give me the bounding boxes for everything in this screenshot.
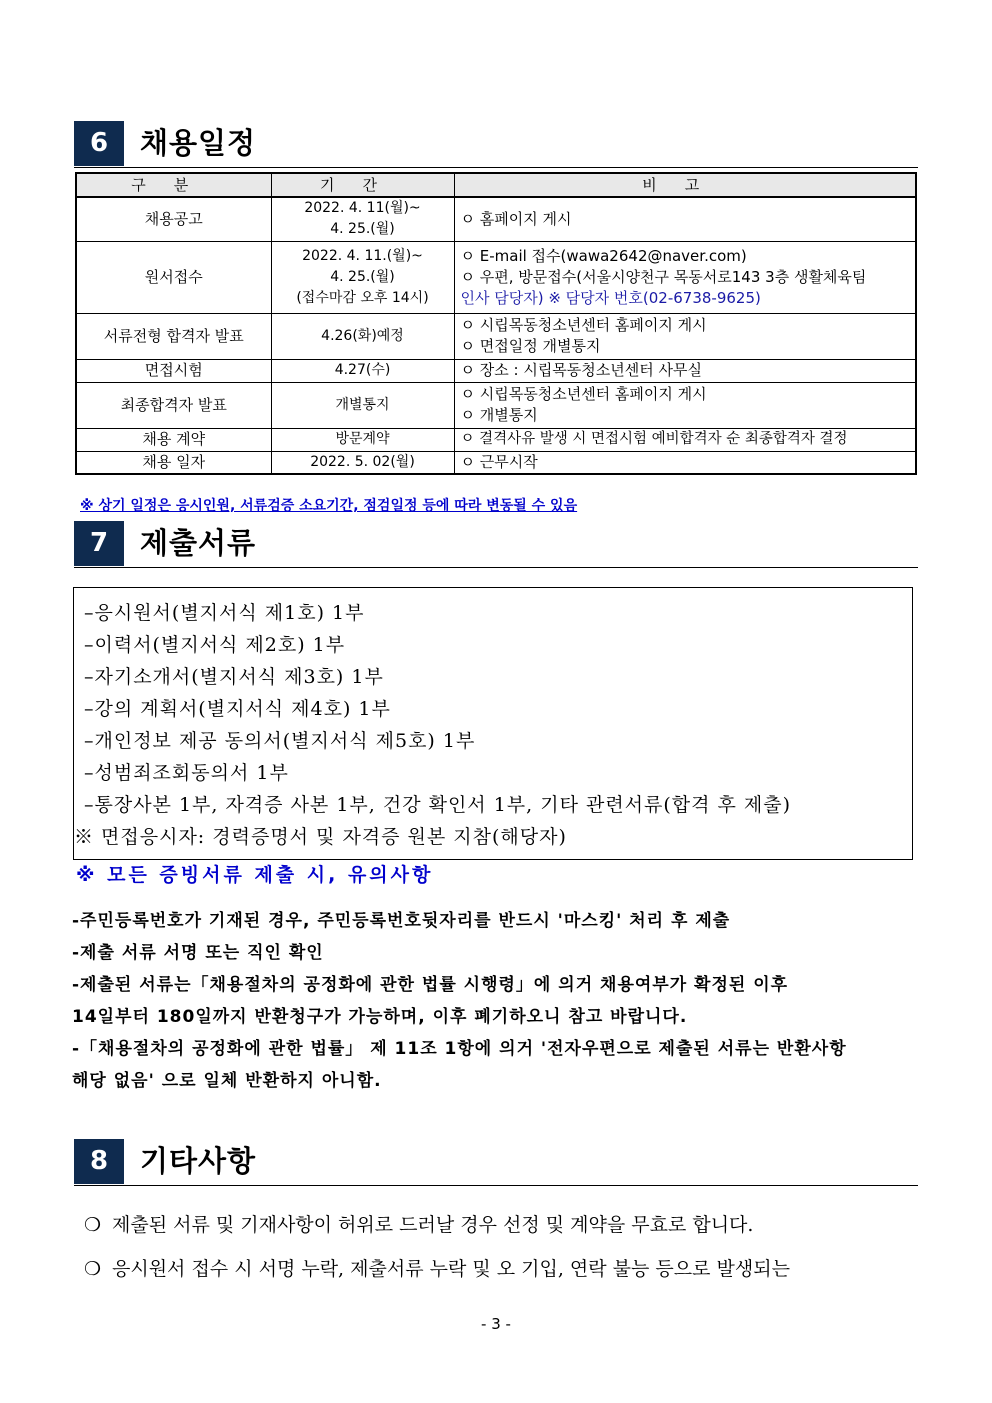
row-notes (454, 197, 916, 241)
section-6-header (74, 121, 918, 168)
row-category: 채용공고 (76, 197, 271, 241)
section-8-header (74, 1139, 918, 1186)
list-item: –통장사본 1부, 자격증 사본 1부, 건강 확인서 1부, 기타 관련서류(합격 후 제출) (84, 794, 792, 816)
schedule-table (75, 172, 917, 475)
row-notes (454, 382, 916, 428)
documents-box (73, 587, 913, 860)
row-period: 2022. 5. 02(월) (271, 451, 454, 474)
rules-list (72, 905, 922, 1097)
note-line: 인사 담당자) ※ 담당자 번호(02-6738-9625) (460, 288, 761, 307)
section-number: 8 (74, 1139, 124, 1184)
note-line: ㅇ 개별통지 (460, 406, 538, 424)
row-category: 면접시험 (76, 359, 271, 382)
list-item: –강의 계획서(별지서식 제4호) 1부 (84, 698, 391, 720)
row-period: 4.26(화)예정 (271, 313, 454, 359)
note-line: ㅇ 근무시작 (460, 452, 538, 471)
row-notes (454, 451, 916, 474)
row-category: 최종합격자 발표 (76, 382, 271, 428)
section-title: 기타사항 (140, 1144, 257, 1178)
header-notes: 비고 (454, 173, 916, 197)
row-category: 원서접수 (76, 241, 271, 313)
row-period: 4.27(수) (271, 359, 454, 382)
note-line: ㅇ 우편, 방문접수(서울시양천구 목동서로143 3층 생활체육팀 (460, 267, 867, 286)
table-row (76, 359, 916, 382)
row-period: 개별통지 (271, 382, 454, 428)
note-line: ㅇ 면접일정 개별통지 (460, 337, 601, 355)
section-title: 제출서류 (140, 526, 257, 560)
misc-text: 응시원서 접수 시 서명 누락, 제출서류 누락 및 오 기입, 연락 불능 등으로 발생되는 (112, 1258, 790, 1280)
row-notes (454, 428, 916, 451)
section-number: 7 (74, 521, 124, 566)
page-number: - 3 - (481, 1315, 511, 1333)
list-item: –이력서(별지서식 제2호) 1부 (84, 634, 346, 656)
list-item: –자기소개서(별지서식 제3호) 1부 (84, 666, 384, 688)
period-line: 2022. 4. 11(월)~ (304, 200, 421, 217)
row-category: 채용 일자 (76, 451, 271, 474)
rule-line: 14일부터 180일까지 반환청구가 가능하며, 이후 폐기하오니 참고 바랍니다. (72, 1007, 688, 1027)
schedule-note: ※ 상기 일정은 응시인원, 서류검증 소요기간, 점검일정 등에 따라 변동될 수 있음 (80, 498, 578, 514)
row-period: 방문계약 (271, 428, 454, 451)
table-row (76, 197, 916, 241)
list-item: –개인정보 제공 동의서(별지서식 제5호) 1부 (84, 730, 476, 752)
header-period: 기간 (271, 173, 454, 197)
table-row (76, 382, 916, 428)
list-item (84, 1203, 790, 1247)
list-item (84, 1247, 790, 1291)
misc-list (84, 1203, 790, 1291)
note-line: ㅇ 홈페이지 게시 (460, 209, 572, 228)
rule-line: -주민등록번호가 기재된 경우, 주민등록번호뒷자리를 반드시 '마스킹' 처리 후 제출 (72, 911, 731, 931)
table-row (76, 451, 916, 474)
table-row (76, 313, 916, 359)
section-title: 채용일정 (140, 126, 257, 160)
header-category: 구분 (76, 173, 271, 197)
section-number: 6 (74, 121, 124, 166)
rule-line: -제출 서류 서명 또는 직인 확인 (72, 943, 324, 963)
rule-line: -「채용절차의 공정화에 관한 법률」 제 11조 1항에 의거 '전자우편으로 제출된 서류는 반환사항 (72, 1039, 847, 1059)
row-category: 채용 계약 (76, 428, 271, 451)
table-header-row (76, 173, 916, 197)
list-item: –응시원서(별지서식 제1호) 1부 (84, 602, 365, 624)
row-category: 서류전형 합격자 발표 (76, 313, 271, 359)
section-7-header (74, 521, 918, 568)
row-period (271, 197, 454, 241)
rule-line: 해당 없음' 으로 일체 반환하지 아니함. (72, 1071, 382, 1091)
row-notes (454, 359, 916, 382)
period-line: (접수마감 오후 14시) (296, 289, 429, 306)
row-notes (454, 313, 916, 359)
table-row (76, 428, 916, 451)
note-line: ㅇ 시립목동청소년센터 홈페이지 게시 (460, 385, 707, 403)
period-line: 4. 25.(월) (330, 221, 395, 238)
bullet-icon: ❍ (84, 1258, 102, 1280)
note-line: ㅇ 장소 : 시립목동청소년센터 사무실 (460, 361, 702, 379)
table-row (76, 241, 916, 313)
period-line: 4. 25.(월) (330, 268, 395, 285)
list-item: –성범죄조회동의서 1부 (84, 762, 289, 784)
rule-line: -제출된 서류는「채용절차의 공정화에 관한 법률 시행령」에 의거 채용여부가 확정된 이후 (72, 975, 789, 995)
misc-text: 제출된 서류 및 기재사항이 허위로 드러날 경우 선정 및 계약을 무효로 합니다. (112, 1214, 754, 1236)
note-line: ㅇ 결격사유 발생 시 면접시험 예비합격자 순 최종합격자 결정 (460, 431, 848, 447)
documents-note: ※ 면접응시자: 경력증명서 및 자격증 원본 지참(해당자) (74, 826, 567, 848)
note-line: ㅇ 시립목동청소년센터 홈페이지 게시 (460, 316, 707, 334)
row-period (271, 241, 454, 313)
warning-title: ※ 모든 증빙서류 제출 시, 유의사항 (76, 864, 434, 886)
bullet-icon: ❍ (84, 1214, 102, 1236)
row-notes (454, 241, 916, 313)
note-line: ㅇ E-mail 접수(wawa2642@naver.com) (460, 246, 747, 265)
period-line: 2022. 4. 11.(월)~ (302, 247, 423, 264)
